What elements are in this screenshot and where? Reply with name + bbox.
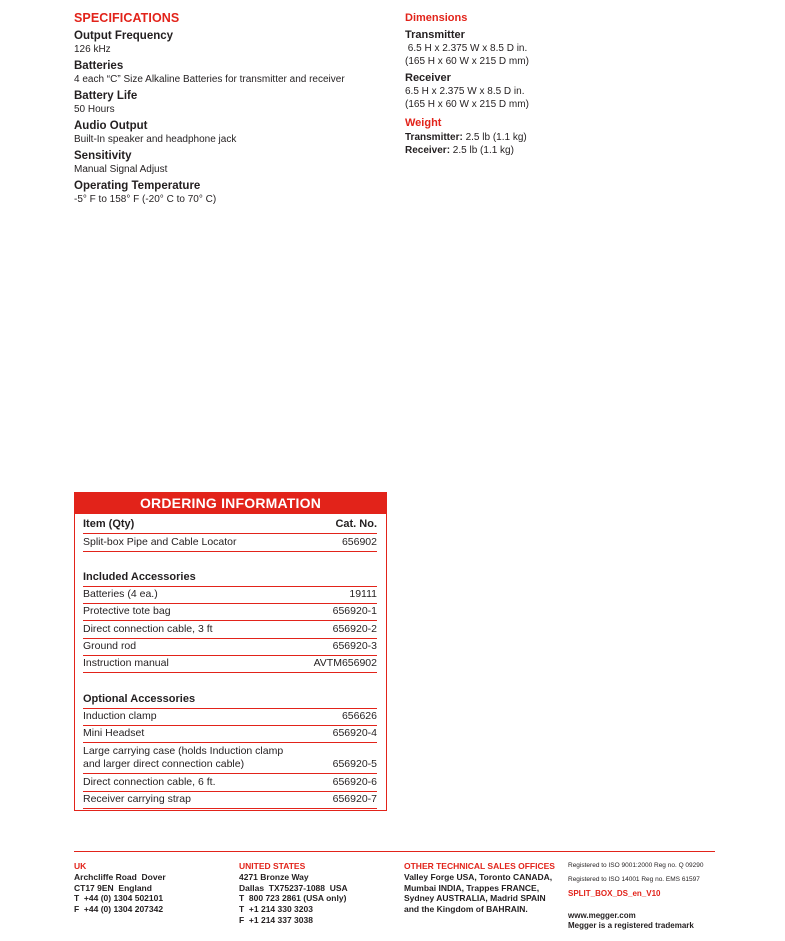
weight-transmitter [405, 131, 745, 144]
item-description: Batteries (4 ea.) [83, 588, 158, 601]
optional-accessories-heading [83, 691, 377, 708]
column-header-item: Item (Qty) [83, 518, 135, 531]
footer-address-line: Mumbai INDIA, Trappes FRANCE, [404, 882, 540, 893]
footer-address-line: T +44 (0) 1304 502101 [74, 893, 164, 904]
weight-receiver-label: Receiver: [405, 145, 451, 156]
catalog-number: 656920-3 [332, 640, 377, 653]
ordering-information-box [74, 492, 387, 811]
table-row [83, 709, 377, 726]
footer-address-line: Archcliffe Road Dover [74, 871, 166, 882]
item-description: Instruction manual [83, 657, 169, 670]
spec-label: Audio Output [74, 120, 148, 132]
spec-label: Sensitivity [74, 150, 132, 162]
document-code: SPLIT_BOX_DS_en_V10 [568, 889, 661, 898]
spec-value: 50 Hours [74, 104, 115, 115]
footer-address-line: F +1 214 337 3038 [239, 914, 313, 925]
item-description: Large carrying case (holds Induction clamp and larger direct connection cable) [83, 745, 284, 771]
included-accessories-heading [83, 570, 377, 587]
table-row [83, 774, 377, 791]
dimensions-receiver-inches: 6.5 H x 2.375 W x 8.5 D in. [405, 86, 525, 97]
footer-uk-lines [74, 872, 166, 915]
footer-divider [74, 851, 715, 852]
catalog-number: 656920-5 [332, 758, 377, 771]
table-row [83, 621, 377, 638]
catalog-number: 19111 [349, 588, 377, 601]
iso-14001-registration: Registered to ISO 14001 Reg no. EMS 61597 [568, 876, 700, 883]
footer-web [568, 911, 694, 931]
ordering-table-header [83, 517, 377, 534]
footer-registration [568, 861, 704, 899]
item-description: Split-box Pipe and Cable Locator [83, 535, 237, 548]
item-description: Mini Headset [83, 727, 145, 740]
catalog-number: 656626 [341, 709, 377, 722]
item-description: Receiver carrying strap [83, 792, 191, 805]
footer-us-heading: UNITED STATES [239, 861, 306, 871]
item-description: Direct connection cable, 6 ft. [83, 775, 216, 788]
website-link[interactable]: www.megger.com [568, 911, 636, 920]
item-description: Protective tote bag [83, 605, 171, 618]
spec-value: Manual Signal Adjust [74, 164, 168, 175]
specifications-heading: SPECIFICATIONS [74, 11, 180, 25]
table-row [83, 534, 377, 551]
weight-transmitter-value: 2.5 lb (1.1 kg) [462, 132, 527, 143]
spec-item [74, 179, 394, 206]
included-accessories-rows [83, 587, 377, 673]
table-row [83, 726, 377, 743]
dimensions-receiver [405, 71, 745, 111]
table-row [83, 743, 377, 774]
footer-other-heading: OTHER TECHNICAL SALES OFFICES [404, 861, 555, 871]
spec-value: 4 each “C” Size Alkaline Batteries for transmitter and receiver [74, 74, 345, 85]
trademark-notice: Megger is a registered trademark [568, 921, 694, 930]
catalog-number: 656920-4 [332, 727, 377, 740]
optional-accessories-heading-label: Optional Accessories [83, 692, 196, 705]
weight-heading: Weight [405, 117, 442, 129]
dimensions-section [405, 10, 745, 157]
footer-address-line: Sydney AUSTRALIA, Madrid SPAIN [404, 893, 546, 904]
table-row [83, 604, 377, 621]
spec-label: Battery Life [74, 90, 138, 102]
footer-address-line: Dallas TX75237-1088 USA [239, 882, 348, 893]
optional-accessories-rows [83, 709, 377, 809]
iso-9001-registration: Registered to ISO 9001:2000 Reg no. Q 09290 [568, 862, 704, 869]
weight-transmitter-label: Transmitter: [405, 132, 463, 143]
table-row [83, 639, 377, 656]
footer-address-line: F +44 (0) 1304 207342 [74, 904, 164, 915]
footer-other-offices [404, 861, 555, 915]
catalog-number: 656920-1 [332, 605, 377, 618]
footer-uk-heading: UK [74, 861, 87, 871]
dimensions-transmitter [405, 28, 745, 68]
dimensions-transmitter-mm: (165 H x 60 W x 215 D mm) [405, 56, 529, 67]
spec-item [74, 29, 394, 56]
spec-item [74, 149, 394, 176]
catalog-number: 656920-2 [332, 622, 377, 635]
table-row [83, 587, 377, 604]
item-description: Ground rod [83, 640, 137, 653]
footer-uk-address [74, 861, 166, 915]
spec-value: 126 kHz [74, 44, 111, 55]
footer-address-line: 4271 Bronze Way [239, 871, 309, 882]
table-row [83, 656, 377, 673]
footer-other-lines [404, 872, 555, 915]
spec-item [74, 59, 394, 86]
catalog-number: 656902 [341, 535, 377, 548]
main-product-rows [83, 534, 377, 551]
catalog-number: 656920-7 [332, 792, 377, 805]
catalog-number: AVTM656902 [313, 657, 377, 670]
weight-receiver-value: 2.5 lb (1.1 kg) [450, 145, 514, 156]
footer-address-line: and the Kingdom of BAHRAIN. [404, 904, 528, 915]
dimensions-heading: Dimensions [405, 12, 468, 24]
footer-us-lines [239, 872, 348, 926]
dimensions-transmitter-label: Transmitter [405, 29, 465, 41]
footer-us-address [239, 861, 348, 926]
spec-value: Built-In speaker and headphone jack [74, 134, 237, 145]
footer-address-line: Valley Forge USA, Toronto CANADA, [404, 871, 553, 882]
dimensions-transmitter-inches: 6.5 H x 2.375 W x 8.5 D in. [405, 43, 528, 54]
specifications-section [74, 10, 394, 209]
spec-label: Batteries [74, 60, 124, 72]
spec-item [74, 119, 394, 146]
dimensions-receiver-mm: (165 H x 60 W x 215 D mm) [405, 99, 529, 110]
item-description: Direct connection cable, 3 ft [83, 622, 213, 635]
footer-address-line: CT17 9EN England [74, 882, 152, 893]
weight-receiver [405, 144, 745, 157]
spec-value: -5° F to 158° F (-20° C to 70° C) [74, 194, 217, 205]
ordering-table [83, 517, 377, 809]
specifications-list [74, 29, 394, 206]
item-description: Induction clamp [83, 709, 157, 722]
catalog-number: 656920-6 [332, 775, 377, 788]
table-row [83, 792, 377, 809]
dimensions-receiver-label: Receiver [405, 72, 451, 84]
spec-label: Output Frequency [74, 30, 174, 42]
spec-label: Operating Temperature [74, 180, 201, 192]
footer-address-line: T +1 214 330 3203 [239, 904, 313, 915]
included-accessories-heading-label: Included Accessories [83, 570, 196, 583]
column-header-cat-no: Cat. No. [335, 518, 377, 531]
footer-address-line: T 800 723 2861 (USA only) [239, 893, 347, 904]
spec-item [74, 89, 394, 116]
ordering-information-title: ORDERING INFORMATION [75, 493, 386, 514]
